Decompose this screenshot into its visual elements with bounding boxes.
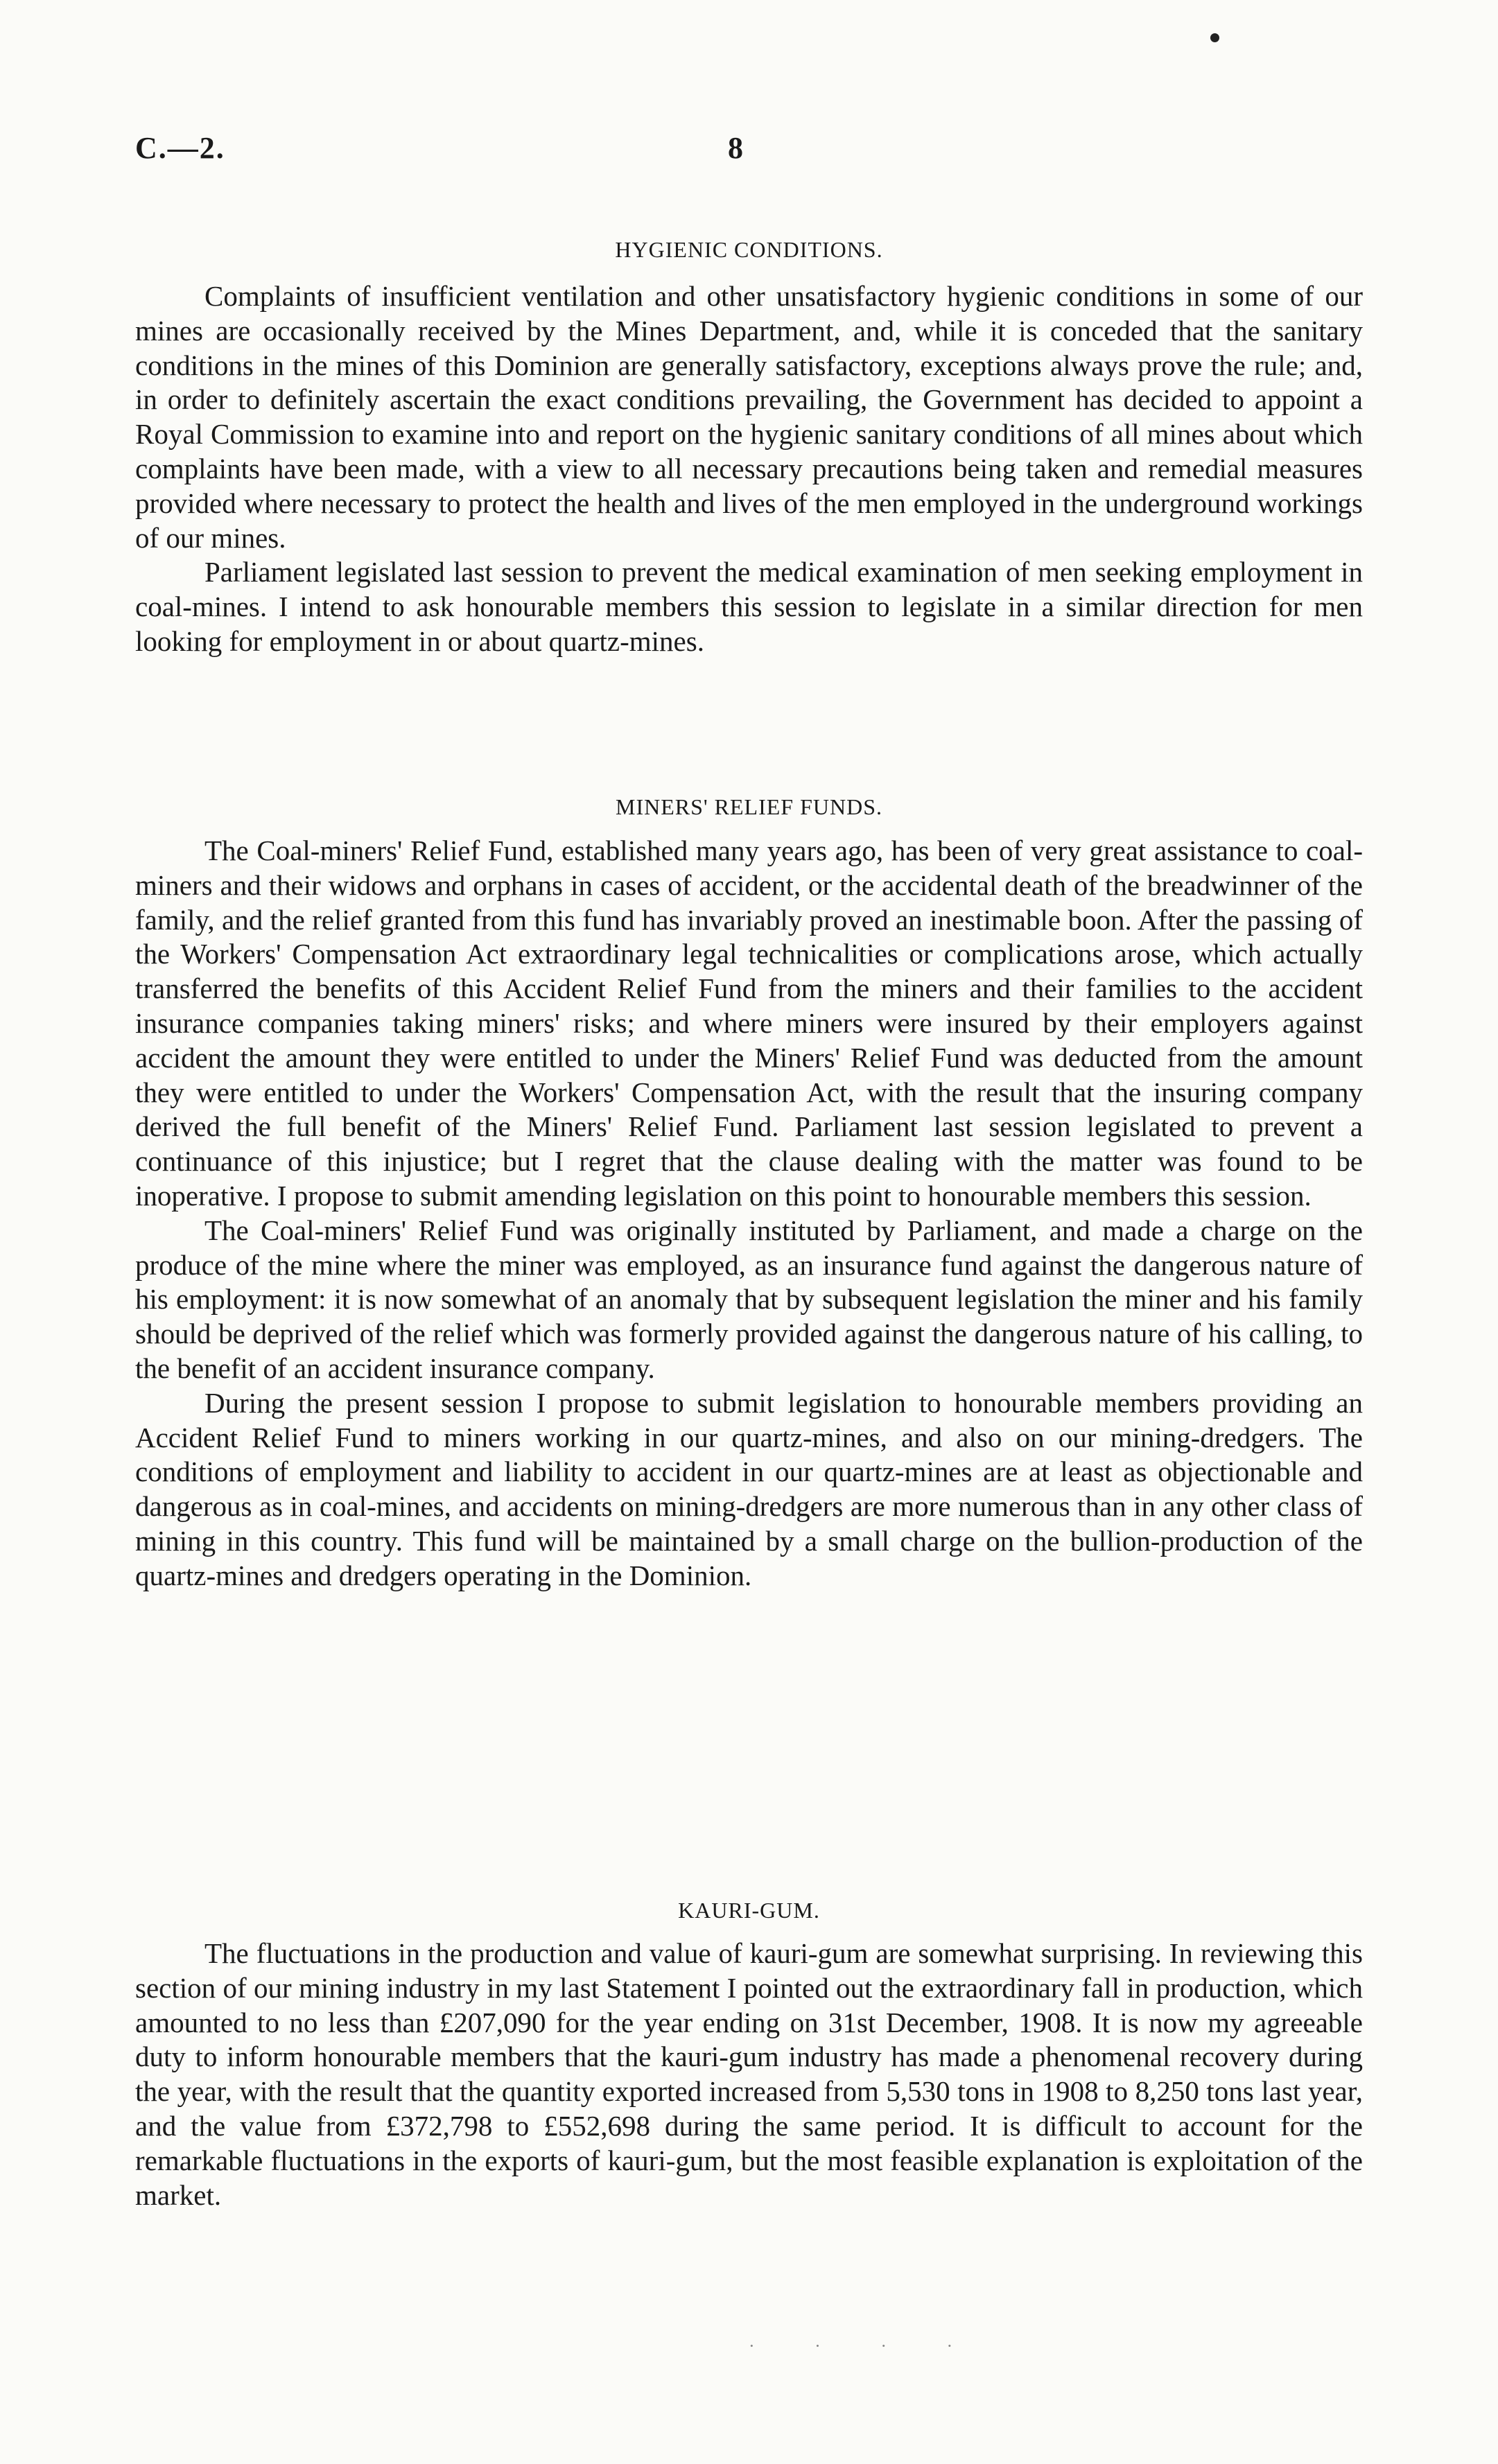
page-header [135,130,1363,172]
print-specks: · · · · [749,2336,981,2356]
paragraph: The fluctuations in the production and value of kauri-gum are somewhat surprising. In reviewing this section of our mining industry in my last Statement I pointed out the extraordinary fall in production, which amounted to no less than £207,090 for the year ending on 31st December, 1908. It is now my agreeable duty to inform honourable members that the kauri-gum industry has made a phenomenal recovery during the year, with the result that the quantity exported increased from 5,530 tons in 1908 to 8,250 tons last year, and the value from £372,798 to £552,698 during the same period. It is difficult to account for the remarkable fluctuations in the exports of kauri-gum, but the most feasible explanation is exploitation of the market. [135,1937,1363,2211]
section-body-kauri-gum [135,1937,1363,2212]
page-number: 8 [728,131,743,165]
paragraph: Complaints of insufficient ventilation and other unsatisfactory hygienic conditions in some of our mines are occasionally received by the Mines Department, and, while it is conceded that the sanitary conditions in the mines of this Dominion are generally satisfactory, exceptions always prove the rule; and, in order to definitely ascertain the exact conditions prevailing, the Government has decided to appoint a Royal Commission to examine into and report on the hygienic sanitary conditions of all mines about which complaints have been made, with a view to all necessary precautions being taken and remedial measures provided where necessary to protect the health and lives of the men employed in the underground workings of our mines. [135,280,1363,554]
section-heading-kauri-gum: KAURI-GUM. [678,1898,820,1923]
section-body-hygienic-conditions [135,279,1363,659]
paragraph: During the present session I propose to submit legislation to honourable members providing an Accident Relief Fund to miners working in our quartz-mines, and also on our mining-dredgers. The conditions of employment and liability to accident in our quartz-mines are at least as objectionable and dangerous as in coal-mines, and accidents on mining-dredgers are more numerous than in any other class of mining in this country. This fund will be maintained by a small charge on the bullion-production of the quartz-mines and dredgers operating in the Dominion. [135,1386,1363,1591]
paragraph: The Coal-miners' Relief Fund was originally instituted by Parliament, and made a charge on the produce of the mine where the miner was employed, as an insurance fund against the dangerous nature of his employment: it is now somewhat of an anomaly that by subsequent legislation the miner and his family should be deprived of the relief which was formerly provided against the dangerous nature of his calling, to the benefit of an accident insurance company. [135,1214,1363,1384]
section-heading-hygienic-conditions: HYGIENIC CONDITIONS. [615,237,883,262]
section-body-miners-relief-funds [135,834,1363,1593]
paragraph: The Coal-miners' Relief Fund, established many years ago, has been of very great assistance to coal-miners and their widows and orphans in cases of accident, or the accidental death of the breadwinner of the family, and the relief granted from this fund has invariably proved an inestimable boon. After the passing of the Workers' Compensation Act extraordinary legal technicalities or complications arose, which actually transferred the benefits of this Accident Relief Fund from the miners and their families to the accident insurance companies taking miners' risks; and where miners were insured by their employers against accident the amount they were entitled to under the Miners' Relief Fund was deducted from the amount they were entitled to under the Workers' Compensation Act, with the result that the insuring company derived the full benefit of the Miners' Relief Fund. Parliament last session legislated to prevent a continuance of this injustice; but I regret that the clause dealing with the matter was found to be inoperative. I propose to submit amending legislation on this point to honourable members this session. [135,835,1363,1212]
paragraph: Parliament legislated last session to prevent the medical examination of men seeking employment in coal-mines. I intend to ask honourable members this session to legislate in a similar direction for men looking for employment in or about quartz-mines. [135,556,1363,657]
document-reference: C.—2. [135,131,225,165]
section-heading-miners-relief-funds: MINERS' RELIEF FUNDS. [615,794,883,819]
printer-dot [1210,33,1219,42]
